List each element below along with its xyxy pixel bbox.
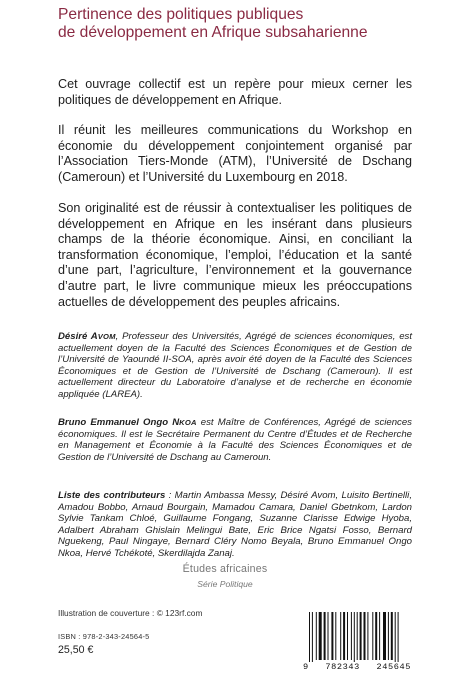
title-line-2: de développement en Afrique subsaharienne [58,24,368,41]
contributors-label: Liste des contributeurs [58,490,166,501]
book-title [58,6,418,42]
barcode-bar [319,612,322,660]
barcode-bar [340,612,341,660]
barcode-bars [303,612,411,666]
barcode-bar [360,612,362,660]
barcode-digit-group-2: 245645 [376,662,411,672]
isbn: ISBN : 978-2-343-24564-5 [58,632,150,641]
series-name: Études africaines [182,563,268,575]
barcode-bar [324,612,326,660]
barcode-bar [372,612,373,660]
barcode-bar [375,612,377,660]
barcode-bar [395,612,396,666]
barcode-bar [328,612,329,660]
barcode-bar [388,612,389,660]
barcode-bar [367,612,368,660]
barcode-digits [303,662,411,672]
author-name-ongo-nkoa: Bruno Emmanuel Ongo NKOA [58,417,197,428]
contributors-list: Liste des contributeurs : Martin Ambassa Messy, Désiré Avom, Luisito Bertinelli, Amadou Bobbo, Arnaud Bourgain, Mamadou Camara, Daniel Gbetnkom, Lardon Sylvie Tankam Chloé, Guillaume Fongang, Suzanne Clarisse Edwige Hyoba, Adalbert Abraham Ghislain Melingui Bate, Eric Brice Ngatsi Fosso, Bernard Nguekeng, Paul Ningaye, Bernard Cléry Nomo Beyala, Bruno Emmanuel Ongo Nkoa, Hervé Tchékoté, Skerdilajda Zanaj. [58,490,412,559]
barcode-bar [354,612,355,666]
price: 25,50 € [58,644,94,656]
author-bio-avom: Désiré AVOM, Professeur des Universités, Agrégé de sciences économiques, est actuellement doyen de la Faculté des Sciences Économiques et de Gestion de l’Université de Yaoundé II-SOA, après avoir été doyen de la Faculté des Sciences Économiques et de Gestion de l’Université de Dschang (Cameroun). Il est actuellement directeur du Laboratoire d’analyse et de recherche en économie appliquée (LAREA). [58,331,412,400]
barcode-bar [364,612,366,660]
barcode-bar [383,612,386,660]
barcode-bar [357,612,358,660]
barcode [303,612,411,672]
barcode-bar [309,612,310,666]
barcode-bar [379,612,380,660]
title-line-1: Pertinence des politiques publiques [58,6,304,23]
summary-paragraph-3: Son originalité est de réussir à contextualiser les politiques de développement en Afrique en les insérant dans plusieurs champs de la théorie économique. Ainsi, en conciliant la transformation économique, l’emploi, l’éducation et la santé d’une part, l’agriculture, l’environnement et la gouvernance d’autre part, le livre communique mieux les préoccupations actuelles de développement des peuples africains. [58,201,412,309]
barcode-bar [347,612,348,660]
barcode-bar [312,612,313,666]
barcode-digit-group-1: 782343 [325,662,360,672]
barcode-bar [398,612,399,666]
barcode-bar [391,612,393,660]
cover-credit: Illustration de couverture : © 123rf.com [58,608,203,618]
barcode-bar [335,612,336,660]
barcode-bar [351,612,352,660]
author-bio-ongo-nkoa: Bruno Emmanuel Ongo NKOA est Maître de Conférences, Agrégé de sciences économiques. Il est le Secrétaire Permanent du Centre d’Études et de Recherche en Management et Économie à la Faculté des Sciences Économiques et de Gestion de l’Université de Dschang au Cameroun. [58,417,412,463]
series-subseries: Série Politique [197,579,253,589]
barcode-bar [316,612,317,660]
summary-paragraph-1: Cet ouvrage collectif est un repère pour mieux cerner les politiques de développement en Afrique. [58,77,412,107]
barcode-bar [331,612,333,660]
barcode-digit-prefix: 9 [303,662,309,672]
barcode-bar [343,612,345,660]
author-name-avom: Désiré AVOM [58,331,116,342]
summary-paragraph-2: Il réunit les meilleures communications du Workshop en économie du développement conjointement organisé par l’Association Tiers-Monde (ATM), l’Université de Dschang (Cameroun) et l’Université du Luxembourg en 2018. [58,123,412,184]
